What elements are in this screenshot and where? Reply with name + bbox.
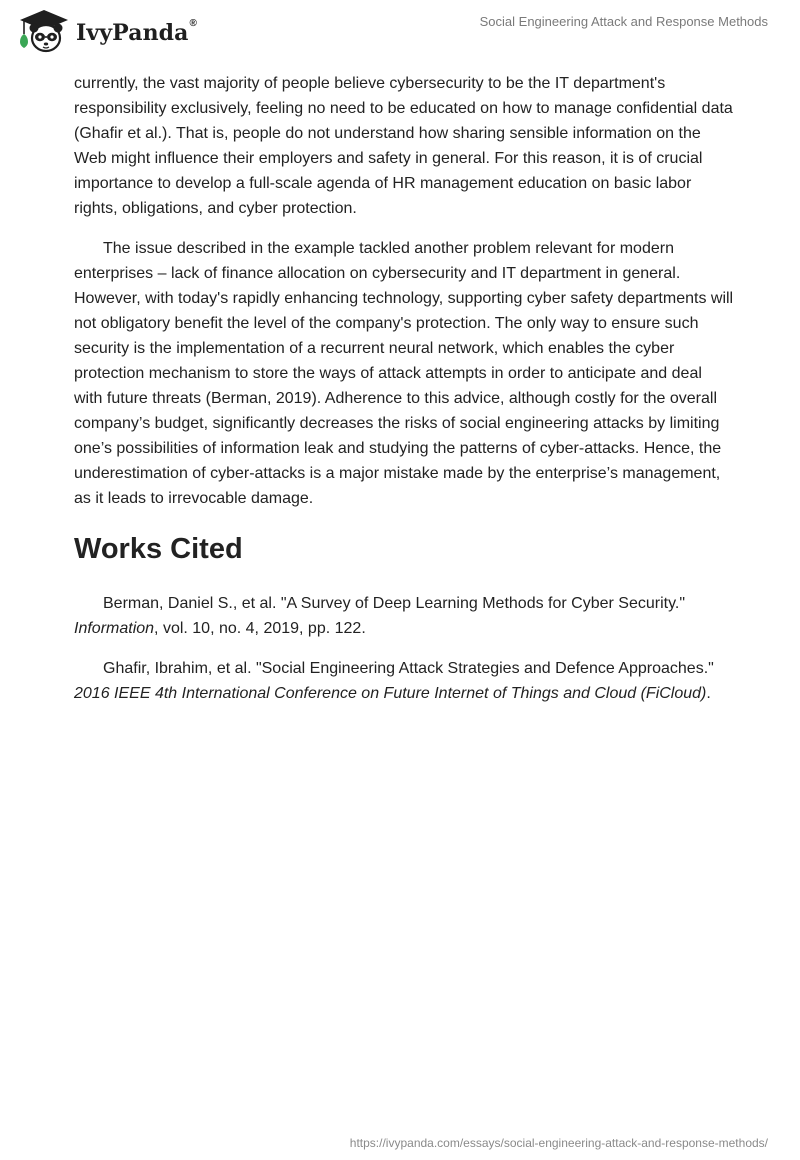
citation-2-source: 2016 IEEE 4th International Conference on Future Internet of Things and Cloud (FiCloud) <box>74 685 707 702</box>
citation-1-text: Berman, Daniel S., et al. "A Survey of Deep Learning Methods for Cyber Security." <box>103 595 686 612</box>
registered-mark: ® <box>189 18 197 29</box>
footer-source-url[interactable]: https://ivypanda.com/essays/social-engineering-attack-and-response-methods/ <box>349 1136 768 1150</box>
brand-name <box>76 20 197 46</box>
brand-logo[interactable] <box>14 8 197 56</box>
essay-content <box>74 71 734 721</box>
works-cited-heading: Works Cited <box>74 533 243 565</box>
document-title: Social Engineering Attack and Response Methods <box>479 14 768 29</box>
body-paragraph-1: currently, the vast majority of people believe cybersecurity to be the IT department's responsibility exclusively, feeling no need to be educated on how to manage confidential data (Ghafir et al.). That is, people do not understand how sharing sensible information on the Web might influence their employers and safety in general. For this reason, it is of crucial importance to develop a full-scale agenda of HR management education on basic labor rights, obligations, and cyber protection. <box>74 75 733 217</box>
page-header <box>0 0 800 60</box>
citation-entry-2 <box>74 656 734 706</box>
citation-entry-1 <box>74 591 734 641</box>
citation-2-details: . <box>706 685 711 702</box>
panda-logo-icon <box>14 8 70 56</box>
body-paragraph-2: The issue described in the example tackled another problem relevant for modern enterprises – lack of finance allocation on cybersecurity and IT department in general. However, with today's rapidly enhancing technology, supporting cyber safety departments will not obligatory benefit the level of the company's protection. The only way to ensure such security is the implementation of a recurrent neural network, which enables the cyber protection mechanism to store the ways of attack attempts in order to anticipate and deal with future threats (Berman, 2019). Adherence to this advice, although costly for the overall company’s budget, significantly decreases the risks of social engineering attacks by limiting one’s possibilities of information leak and studying the patterns of cyber-attacks. Hence, the underestimation of cyber-attacks is a major mistake made by the enterprise’s management, as it leads to irrevocable damage. <box>74 240 734 507</box>
citation-2-text: Ghafir, Ibrahim, et al. "Social Engineering Attack Strategies and Defence Approaches." <box>103 660 714 677</box>
citation-1-details: , vol. 10, no. 4, 2019, pp. 122. <box>154 620 366 637</box>
brand-name-text: IvyPanda <box>76 20 189 46</box>
citation-1-source: Information <box>74 620 155 637</box>
